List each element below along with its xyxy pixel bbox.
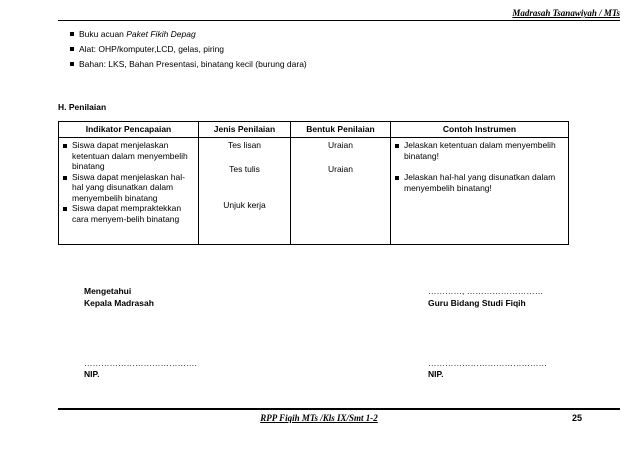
media-item xyxy=(70,42,307,57)
bullet-square-icon xyxy=(63,144,67,148)
column-header: Contoh Instrumen xyxy=(391,122,569,138)
sig-right-dots: …………………………………… xyxy=(428,358,547,368)
table-row xyxy=(59,138,569,245)
bullet-square-icon xyxy=(63,207,67,211)
bentuk-item: Uraian xyxy=(327,164,354,174)
jenis-item: Tes tulis xyxy=(229,164,260,174)
header-rule xyxy=(58,20,620,21)
table-header-row xyxy=(59,122,569,138)
page-number: 25 xyxy=(571,413,582,423)
jenis-item: Unjuk kerja xyxy=(223,200,266,210)
media-item xyxy=(70,57,307,72)
media-item-italic: Paket Fikih Depag xyxy=(126,29,196,39)
column-header: Bentuk Penilaian xyxy=(291,122,391,138)
sig-left-dots: …………………………………. xyxy=(84,358,197,368)
column-header: Indikator Pencapaian xyxy=(59,122,199,138)
indicator-item: Siswa dapat menjelaskan ketentuan dalam menyembelih binatang xyxy=(63,140,194,172)
column-header: Jenis Penilaian xyxy=(199,122,291,138)
media-item-text: Bahan: LKS, Bahan Presentasi, binatang kecil (burung dara) xyxy=(79,59,307,69)
instrument-item: Jelaskan ketentuan dalam menyembelih binatang! xyxy=(395,140,564,161)
signature-right xyxy=(428,285,543,309)
media-list xyxy=(70,27,307,72)
section-heading: H. Penilaian xyxy=(58,102,107,112)
footer-rule xyxy=(58,408,620,410)
media-item-text: Buku acuan xyxy=(79,29,127,39)
bullet-square-icon xyxy=(70,62,74,66)
assessment-table xyxy=(58,121,569,245)
signature-left xyxy=(84,285,154,309)
jenis-item: Tes lisan xyxy=(227,140,262,150)
media-item-text: Alat: OHP/komputer,LCD, gelas, piring xyxy=(79,44,225,54)
bullet-square-icon xyxy=(63,176,67,180)
bullet-square-icon xyxy=(395,176,399,180)
jenis-cell xyxy=(199,138,291,245)
footer-title: RPP Fiqih MTs /Kls IX/Smt 1-2 xyxy=(260,413,378,423)
sig-right-place-date: …………, ……………………… xyxy=(428,286,544,296)
instrument-cell xyxy=(391,138,569,245)
bullet-square-icon xyxy=(70,32,74,36)
sig-left-line2: Kepala Madrasah xyxy=(84,298,154,308)
indicator-item: Siswa dapat menjelaskan hal-hal yang disunatkan dalam menyembelih binatang xyxy=(63,172,194,204)
sig-left-line1: Mengetahui xyxy=(84,286,132,296)
bullet-square-icon xyxy=(395,144,399,148)
document-header-title: Madrasah Tsanawiyah / MTs xyxy=(512,8,620,18)
media-item xyxy=(70,27,307,42)
bentuk-cell xyxy=(291,138,391,245)
bentuk-item: Uraian xyxy=(327,140,354,150)
sig-left-nip: NIP. xyxy=(84,369,100,379)
instrument-item: Jelaskan hal-hal yang disunatkan dalam menyembelih binatang! xyxy=(395,172,564,193)
bullet-square-icon xyxy=(70,47,74,51)
indicator-cell xyxy=(59,138,199,245)
sig-right-nip: NIP. xyxy=(428,369,444,379)
sig-right-title: Guru Bidang Studi Fiqih xyxy=(428,298,526,308)
indicator-item: Siswa dapat mempraktekkan cara menyem-belih binatang xyxy=(63,203,194,224)
